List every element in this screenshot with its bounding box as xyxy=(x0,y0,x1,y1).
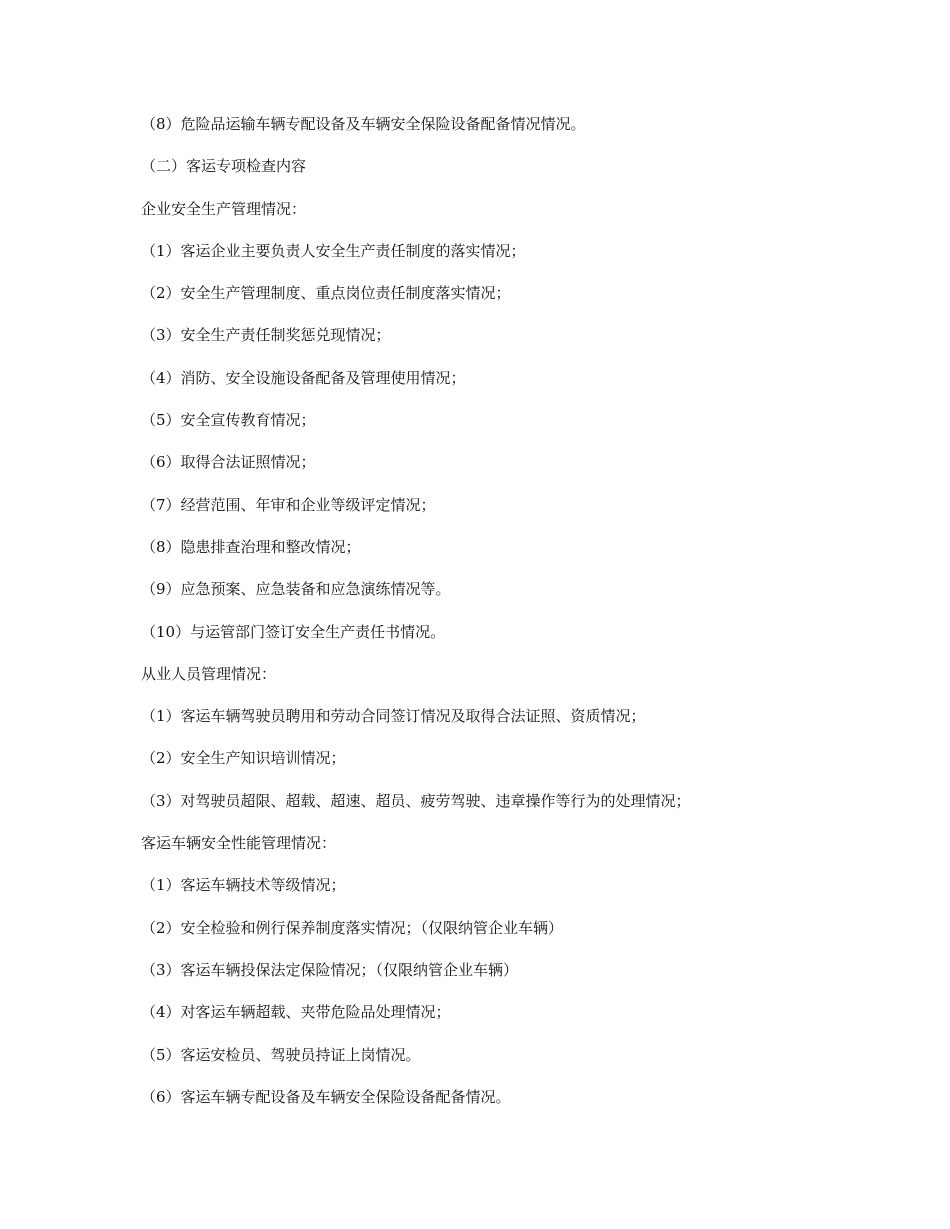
text-line: （4）消防、安全设施设备配备及管理使用情况； xyxy=(141,368,466,387)
text-line: （1）客运企业主要负责人安全生产责任制度的落实情况； xyxy=(141,241,526,260)
text-line: （4）对客运车辆超载、夹带危险品处理情况； xyxy=(141,1003,451,1022)
text-line: （3）客运车辆投保法定保险情况；（仅限纳管企业车辆） xyxy=(141,960,519,979)
text-line: （2）安全生产知识培训情况； xyxy=(141,749,346,768)
text-line: （3）安全生产责任制奖惩兑现情况； xyxy=(141,326,391,345)
section-heading: （二）客运专项检查内容 xyxy=(141,157,307,176)
subsection-heading: 企业安全生产管理情况： xyxy=(141,199,307,218)
subsection-heading: 从业人员管理情况： xyxy=(141,664,277,683)
text-line: （2）安全生产管理制度、重点岗位责任制度落实情况； xyxy=(141,284,511,303)
text-line: （6）客运车辆专配设备及车辆安全保险设备配备情况。 xyxy=(141,1087,511,1106)
text-line: （1）客运车辆技术等级情况； xyxy=(141,876,346,895)
document-body xyxy=(141,112,910,1127)
text-line: （8）隐患排查治理和整改情况； xyxy=(141,537,361,556)
text-line: （1）客运车辆驾驶员聘用和劳动合同签订情况及取得合法证照、资质情况； xyxy=(141,707,646,726)
text-line: （9）应急预案、应急装备和应急演练情况等。 xyxy=(141,580,451,599)
text-line: （6）取得合法证照情况； xyxy=(141,453,316,472)
subsection-heading: 客运车辆安全性能管理情况： xyxy=(141,834,337,853)
text-line: （3）对驾驶员超限、超载、超速、超员、疲劳驾驶、违章操作等行为的处理情况； xyxy=(141,791,691,810)
text-line: （10）与运管部门签订安全生产责任书情况。 xyxy=(141,622,446,641)
text-line: （8）危险品运输车辆专配设备及车辆安全保险设备配备情况情况。 xyxy=(141,115,586,133)
text-line: （7）经营范围、年审和企业等级评定情况； xyxy=(141,495,436,514)
text-line: （2）安全检验和例行保养制度落实情况；（仅限纳管企业车辆） xyxy=(141,918,564,937)
text-line: （5）客运安检员、驾驶员持证上岗情况。 xyxy=(141,1045,421,1064)
text-line: （5）安全宣传教育情况； xyxy=(141,411,316,430)
